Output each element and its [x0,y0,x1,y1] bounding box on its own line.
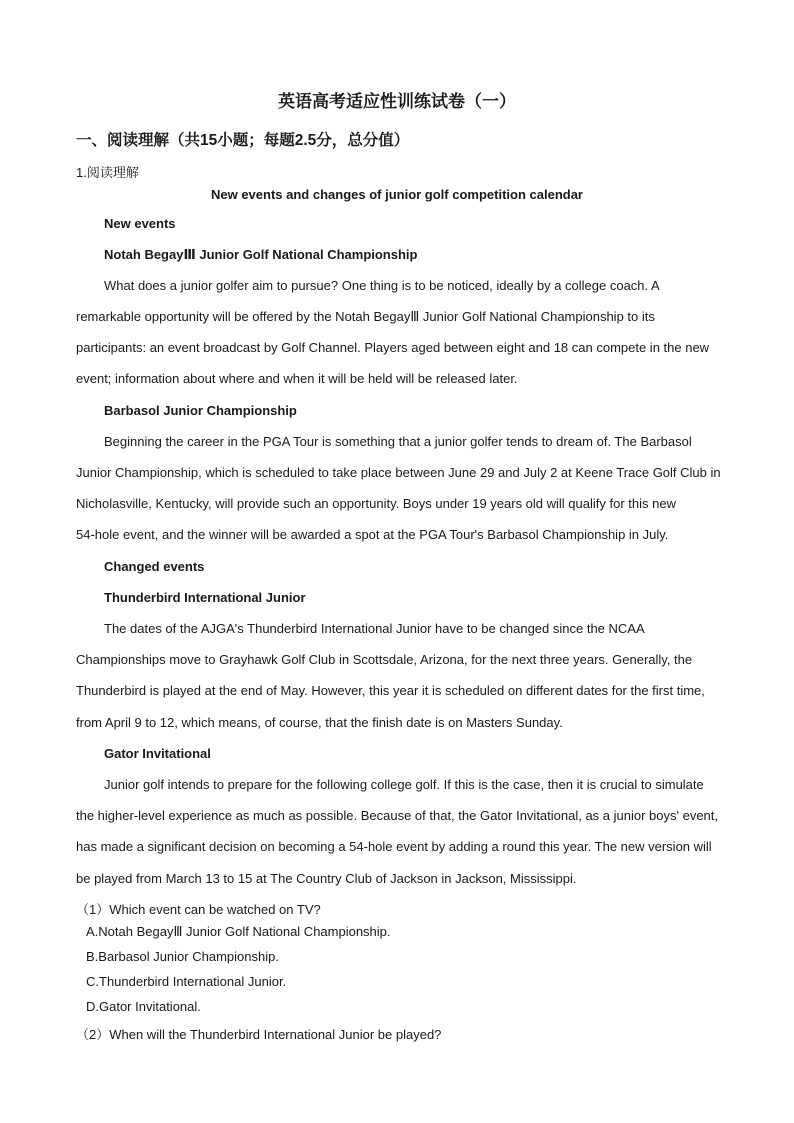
event-heading-gator: Gator Invitational [104,746,211,761]
paragraph-line: What does a junior golfer aim to pursue? One thing is to be noticed, ideally by a college coach. A [104,278,660,293]
option-b: B.Barbasol Junior Championship. [86,949,279,964]
paragraph-line: Nicholasville, Kentucky, will provide such an opportunity. Boys under 19 years old will qualify for this new [76,496,676,511]
paragraph-line: The dates of the AJGA's Thunderbird International Junior have to be changed since the NCAA [104,621,645,636]
changed-events-heading: Changed events [104,559,205,574]
option-d: D.Gator Invitational. [86,999,201,1014]
paragraph-line: Thunderbird is played at the end of May. However, this year it is scheduled on different dates for the first time, [76,683,705,698]
paragraph-line: event; information about where and when it will be held will be released later. [76,371,518,386]
paragraph-line: 54-hole event, and the winner will be awarded a spot at the PGA Tour's Barbasol Championship in July. [76,527,669,542]
paragraph-line: has made a significant decision on becoming a 54-hole event by adding a round this year. The new version will [76,839,712,854]
page-title: 英语高考适应性训练试卷（一） [278,92,516,111]
paragraph-line: remarkable opportunity will be offered by the Notah BegayⅢ Junior Golf National Championship to its [76,309,655,324]
paragraph-line: be played from March 13 to 15 at The Country Club of Jackson in Jackson, Mississippi. [76,871,577,886]
paragraph-line: Junior Championship, which is scheduled to take place between June 29 and July 2 at Keene Trace Golf Club in [76,465,721,480]
question-label: 1.阅读理解 [76,165,139,180]
event-heading-thunderbird: Thunderbird International Junior [104,590,306,605]
paragraph-line: Junior golf intends to prepare for the following college golf. If this is the case, then it is crucial to simulate [104,777,704,792]
section-heading: 一、阅读理解（共15小题；每题2.5分，总分值） [76,132,410,149]
event-heading-notah-begay: Notah BegayⅢ Junior Golf National Championship [104,247,418,262]
paragraph-line: Championships move to Grayhawk Golf Club in Scottsdale, Arizona, for the next three years. Generally, the [76,652,693,667]
paragraph-line: the higher-level experience as much as possible. Because of that, the Gator Invitational, as a junior boys' event, [76,808,719,823]
event-heading-barbasol: Barbasol Junior Championship [104,403,297,418]
passage-title: New events and changes of junior golf competition calendar [210,187,583,202]
question-stem: （1）Which event can be watched on TV? [76,902,321,917]
option-a: A.Notah BegayⅢ Junior Golf National Championship. [86,924,391,939]
question-stem: （2）When will the Thunderbird International Junior be played? [76,1027,442,1042]
paragraph-line: participants: an event broadcast by Golf Channel. Players aged between eight and 18 can compete in the new [76,340,710,355]
paragraph-line: from April 9 to 12, which means, of course, that the finish date is on Masters Sunday. [76,715,563,730]
new-events-heading: New events [104,216,176,231]
option-c: C.Thunderbird International Junior. [86,974,287,989]
paragraph-line: Beginning the career in the PGA Tour is something that a junior golfer tends to dream of. The Barbasol [104,434,692,449]
